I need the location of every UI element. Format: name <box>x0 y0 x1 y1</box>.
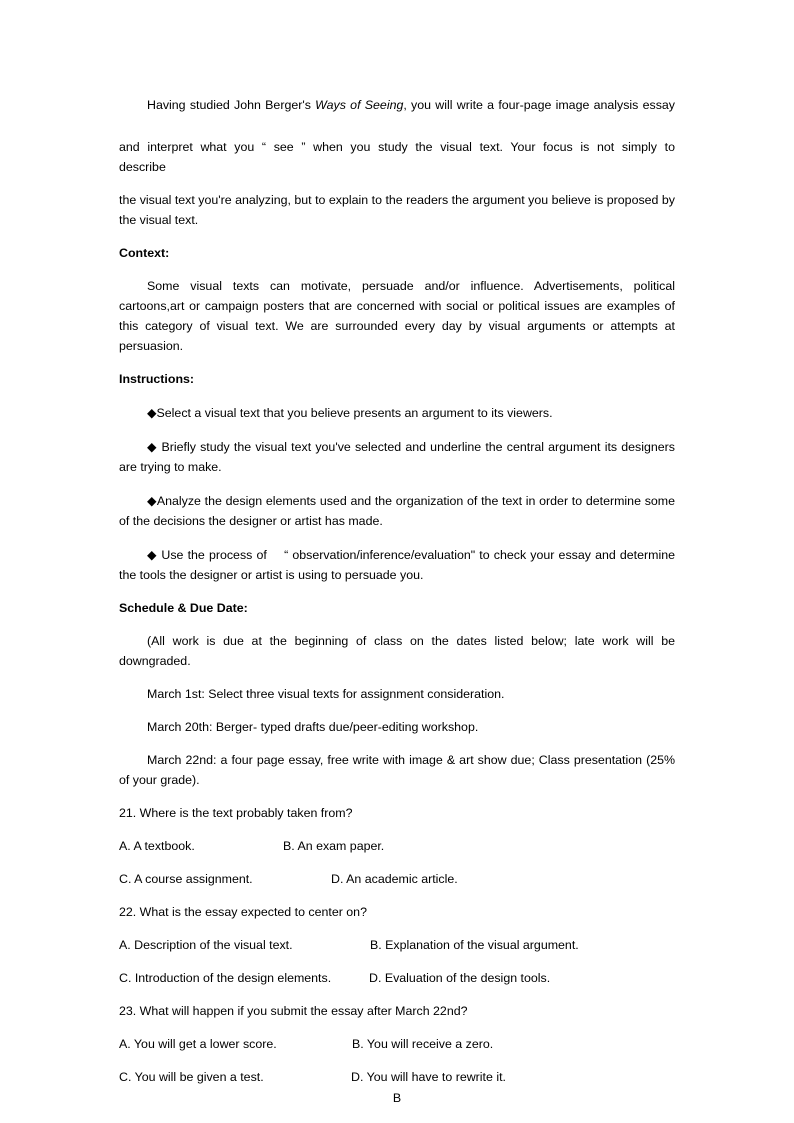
question-options-row <box>119 869 675 889</box>
schedule-heading: Schedule & Due Date: <box>119 601 248 615</box>
question-stem: 21. Where is the text probably taken from? <box>119 806 353 820</box>
option-d: D. An academic article. <box>331 872 458 886</box>
instructions-heading: Instructions: <box>119 372 195 386</box>
schedule-note: (All work is due at the beginning of class on the dates listed below; late work will be downgraded. <box>119 634 675 668</box>
question-stem: 23. What will happen if you submit the essay after March 22nd? <box>119 1004 468 1018</box>
instruction-item: ◆ Use the process of “ observation/inference/evaluation" to check your essay and determine the tools the designer or artist is using to persuade you. <box>119 548 675 582</box>
instruction-item: ◆Select a visual text that you believe presents an argument to its viewers. <box>147 406 553 420</box>
intro-paragraph-line1 <box>119 95 675 115</box>
book-title: Ways of Seeing <box>315 98 404 112</box>
question-options-row <box>119 1034 675 1054</box>
option-d: D. You will have to rewrite it. <box>351 1070 506 1084</box>
context-paragraph: Some visual texts can motivate, persuade and/or influence. Advertisements, political cartoons,art or campaign posters that are concerned with social or political issues are examples of this category of visual text. We are surrounded every day by visual arguments or attempts at persuasion. <box>119 279 675 353</box>
intro-text: Having studied John Berger's <box>147 98 316 112</box>
option-a: A. You will get a lower score. <box>119 1037 277 1051</box>
intro-paragraph-line2b: describe <box>119 160 166 174</box>
option-a: A. Description of the visual text. <box>119 938 293 952</box>
intro-paragraph-line2: and interpret what you “ see ” when you study the visual text. Your focus is not simply to <box>119 140 675 154</box>
option-c: C. A course assignment. <box>119 872 253 886</box>
context-heading: Context: <box>119 246 170 260</box>
schedule-item: March 22nd: a four page essay, free write with image & art show due; Class presentation (25% of your grade). <box>119 753 675 787</box>
option-b: B. You will receive a zero. <box>352 1037 494 1051</box>
document-body <box>119 95 675 1087</box>
option-a: A. A textbook. <box>119 839 195 853</box>
option-b: B. An exam paper. <box>283 839 385 853</box>
schedule-item: March 1st: Select three visual texts for assignment consideration. <box>147 687 505 701</box>
intro-paragraph-line3: the visual text you're analyzing, but to explain to the readers the argument you believe is proposed by the visual text. <box>119 193 675 227</box>
question-options-row <box>119 1067 675 1087</box>
question-options-row <box>119 935 675 955</box>
option-c: C. You will be given a test. <box>119 1070 264 1084</box>
option-d: D. Evaluation of the design tools. <box>369 971 551 985</box>
question-options-row <box>119 836 675 856</box>
question-options-row <box>119 968 675 988</box>
option-c: C. Introduction of the design elements. <box>119 971 332 985</box>
option-b: B. Explanation of the visual argument. <box>370 938 579 952</box>
question-stem: 22. What is the essay expected to center on? <box>119 905 367 919</box>
page-footer-label: B <box>392 1091 402 1105</box>
intro-text: , you will write a four-page image analysis essay <box>403 98 675 112</box>
instruction-item: ◆Analyze the design elements used and the organization of the text in order to determine some of the decisions the designer or artist has made. <box>119 494 675 528</box>
instruction-item: ◆ Briefly study the visual text you've selected and underline the central argument its designers are trying to make. <box>119 440 675 474</box>
schedule-item: March 20th: Berger- typed drafts due/peer-editing workshop. <box>147 720 479 734</box>
